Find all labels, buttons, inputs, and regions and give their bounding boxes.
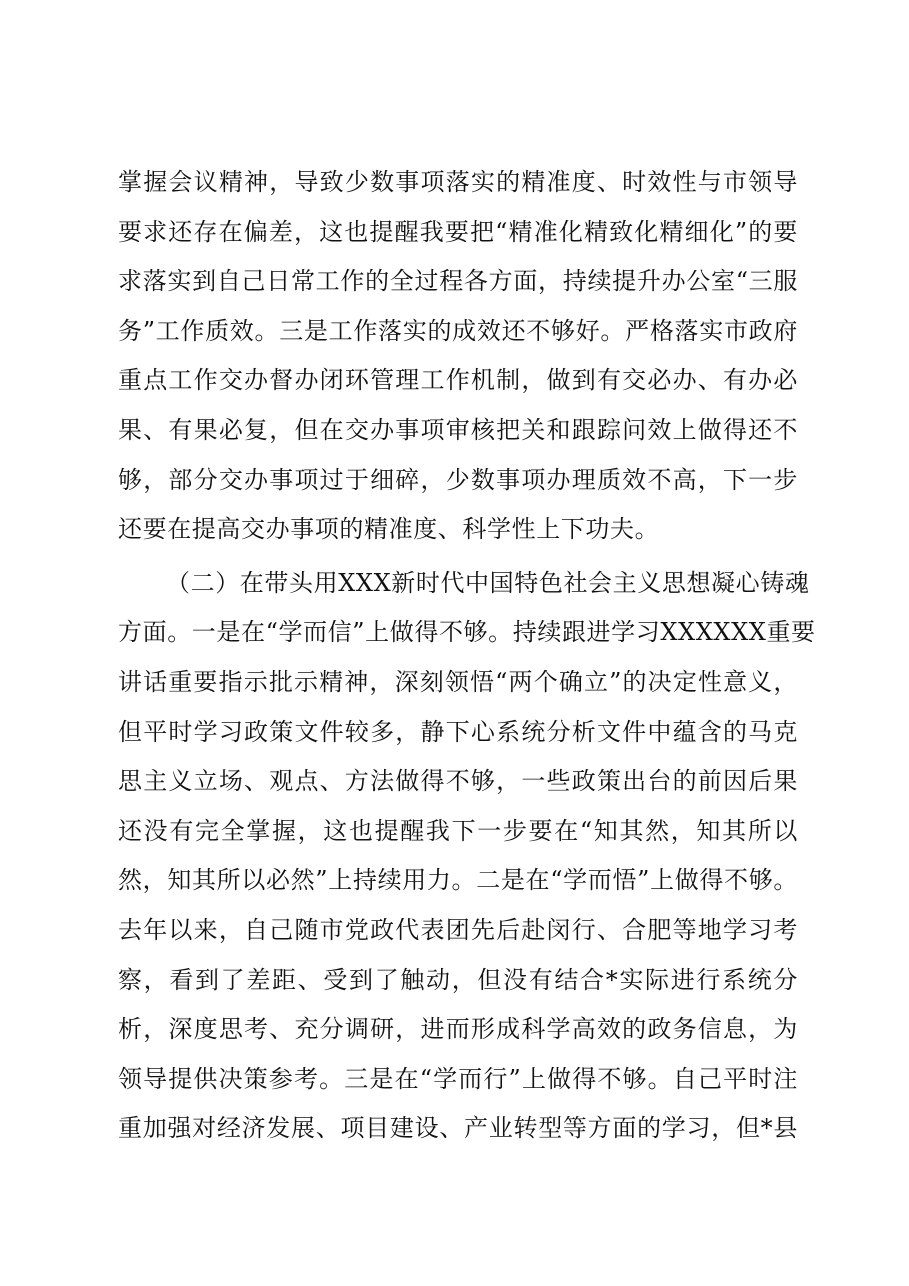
text-line: （二）在带头用XXX新时代中国特色社会主义思想凝心铸魂 — [166, 568, 810, 597]
text-line: 察，看到了差距、受到了触动，但没有结合*实际进行系统分 — [118, 965, 798, 994]
text-line: 领导提供决策参考。三是在“学而行”上做得不够。自己平时注 — [118, 1064, 798, 1093]
text-line: 方面。一是在“学而信”上做得不够。持续跟进学习XXXXXX重要 — [118, 618, 816, 647]
paragraph-1 — [118, 158, 798, 555]
text-line: 还要在提高交办事项的精准度、科学性上下功夫。 — [118, 515, 660, 544]
text-line: 够，部分交办事项过于细碎，少数事项办理质效不高，下一步 — [118, 465, 798, 494]
text-line: 去年以来，自己随市党政代表团先后赴闵行、合肥等地学习考 — [118, 915, 798, 944]
body-text — [118, 158, 816, 1154]
text-line: 掌握会议精神，导致少数事项落实的精准度、时效性与市领导 — [118, 168, 798, 196]
text-line: 要求还存在偏差，这也提醒我要把“精准化精致化精细化”的要 — [118, 217, 798, 246]
text-line: 果、有果必复，但在交办事项审核把关和跟踪问效上做得还不 — [118, 415, 798, 444]
text-line: 思主义立场、观点、方法做得不够，一些政策出台的前因后果 — [118, 767, 798, 796]
text-line: 求落实到自己日常工作的全过程各方面，持续提升办公室“三服 — [118, 267, 798, 296]
text-line: 然，知其所以必然”上持续用力。二是在“学而悟”上做得不够。 — [118, 866, 798, 895]
text-line: 但平时学习政策文件较多，静下心系统分析文件中蕴含的马克 — [118, 717, 798, 746]
text-line: 务”工作质效。三是工作落实的成效还不够好。严格落实市政府 — [118, 316, 798, 345]
text-line: 还没有完全掌握，这也提醒我下一步要在“知其然，知其所以 — [118, 816, 798, 845]
text-line: 讲话重要指示批示精神，深刻领悟“两个确立”的决定性意义， — [118, 667, 798, 696]
text-line: 重加强对经济发展、项目建设、产业转型等方面的学习，但*县 — [118, 1114, 798, 1143]
paragraph-2 — [118, 559, 816, 1154]
text-line: 析，深度思考、充分调研，进而形成科学高效的政务信息，为 — [118, 1015, 798, 1044]
text-line: 重点工作交办督办闭环管理工作机制，做到有交必办、有办必 — [118, 366, 798, 395]
